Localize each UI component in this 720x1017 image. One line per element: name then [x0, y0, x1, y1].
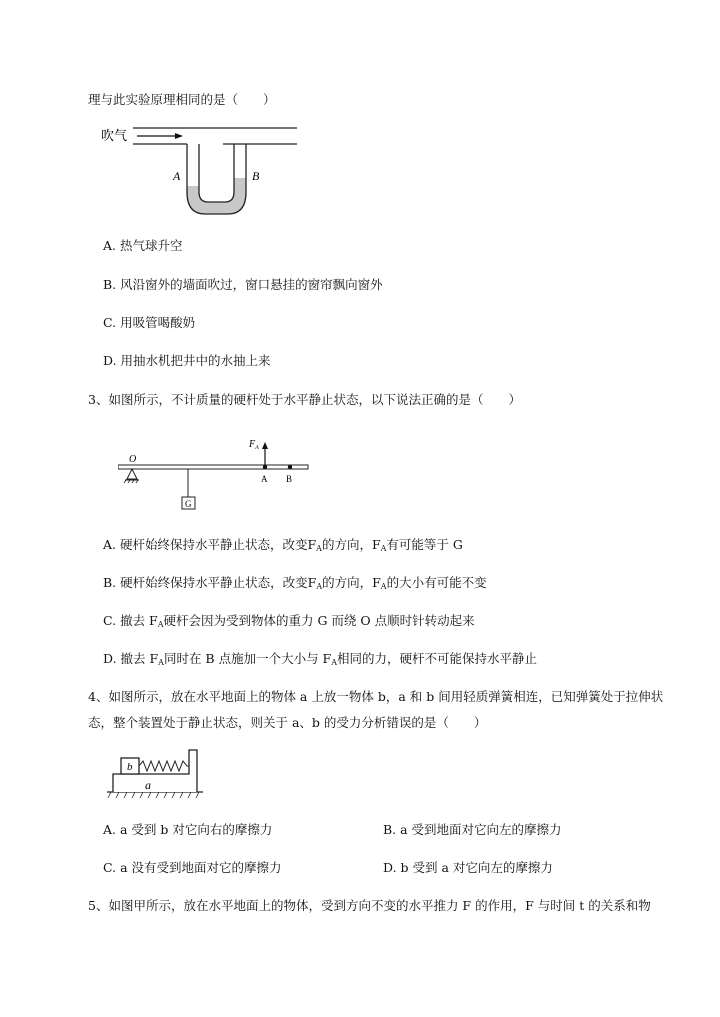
q3-option-b: B. 硬杆始终保持水平静止状态，改变$F_A$的方向，$F_A$的大小有可能不变 — [103, 575, 487, 591]
q3-option-d: D. 撤去 $F_A$同时在 B 点施加一个大小与 $F_A$相同的力，硬杆不可能保持水平静止 — [103, 651, 538, 667]
u-tube-figure — [95, 118, 305, 220]
pivot-o-label: O — [129, 454, 137, 465]
point-a-label: A — [261, 474, 268, 484]
blow-label: 吹气 — [101, 128, 128, 143]
q4-option-b: B. a 受到地面对它向左的摩擦力 — [383, 822, 562, 837]
q4-option-d: D. b 受到 a 对它向左的摩擦力 — [383, 860, 553, 875]
label-a: A — [173, 169, 181, 183]
q4-option-c: C. a 没有受到地面对它的摩擦力 — [103, 860, 282, 875]
q3-option-c: C. 撤去 $F_A$硬杆会因为受到物体的重力 G 而绕 O 点顺时针转动起来 — [103, 613, 475, 629]
label-b: B — [252, 169, 260, 183]
q2-option-a: A. 热气球升空 — [103, 238, 183, 253]
force-fa-label: $F_A$ — [249, 439, 259, 451]
point-b-label: B — [286, 474, 293, 484]
block-b-label: b — [127, 761, 133, 773]
weight-g-label: G — [185, 499, 192, 509]
q4-stem-line-2: 态，整个装置处于静止状态，则关于 a、b 的受力分析错误的是（ ） — [88, 715, 487, 730]
q2-option-b: B. 风沿窗外的墙面吹过，窗口悬挂的窗帘飘向窗外 — [103, 277, 383, 292]
lever-figure — [118, 435, 318, 515]
q4-option-a: A. a 受到 b 对它向右的摩擦力 — [103, 822, 273, 837]
q2-option-c: C. 用吸管喝酸奶 — [103, 315, 196, 330]
q3-option-a: A. 硬杆始终保持水平静止状态，改变$F_A$的方向，$F_A$有可能等于 G — [103, 537, 463, 553]
q4-stem-line-1: 4、如图所示，放在水平地面上的物体 a 上放一物体 b，a 和 b 间用轻质弹簧相连，已知弹簧处于拉伸状 — [88, 689, 664, 704]
q5-stem: 5、如图甲所示，放在水平地面上的物体，受到方向不变的水平推力 F 的作用，F 与时间 t 的关系和物 — [88, 898, 651, 913]
q2-option-d: D. 用抽水机把井中的水抽上来 — [103, 353, 271, 368]
block-a-label: a — [145, 778, 151, 792]
spring-blocks-figure — [103, 748, 208, 800]
q3-stem: 3、如图所示，不计质量的硬杆处于水平静止状态，以下说法正确的是（ ） — [88, 392, 521, 407]
question-2-stem-tail: 理与此实验原理相同的是（ ） — [88, 92, 276, 107]
